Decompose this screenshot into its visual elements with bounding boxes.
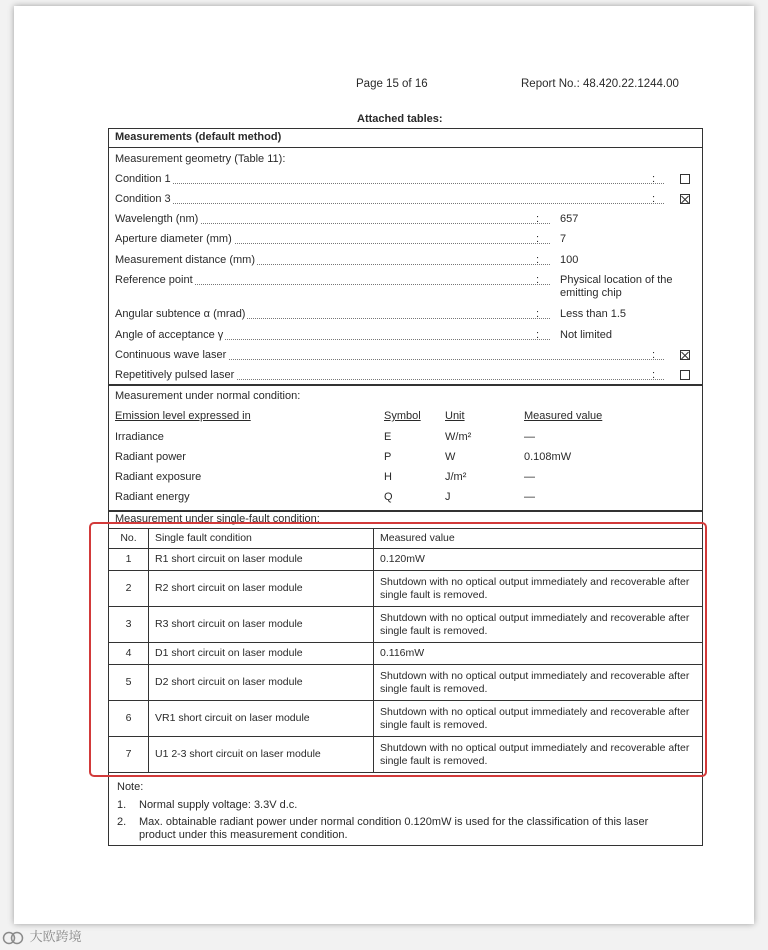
emission-name: Radiant power bbox=[115, 451, 186, 463]
measured-value-header: Measured value bbox=[524, 410, 603, 422]
condition1-label: Condition 1 bbox=[115, 173, 171, 185]
condition3-label: Condition 3 bbox=[115, 193, 171, 205]
value-header: Measured value bbox=[374, 529, 703, 549]
condition3-checkbox-checked[interactable] bbox=[680, 194, 690, 204]
condition1-row: Condition 1 : bbox=[115, 173, 700, 189]
page-number: Page 15 of 16 bbox=[356, 78, 428, 90]
condition-header: Single fault condition bbox=[149, 529, 374, 549]
emission-unit: W/m² bbox=[445, 431, 472, 443]
note-item: 1. Normal supply voltage: 3.3V d.c. bbox=[117, 799, 298, 811]
emission-value: 0.108mW bbox=[524, 451, 572, 463]
normal-condition-box bbox=[108, 385, 703, 511]
emission-name: Radiant energy bbox=[115, 491, 190, 503]
highlight-rectangle bbox=[89, 522, 707, 777]
emission-name: Irradiance bbox=[115, 431, 164, 443]
measurement-row: Reference point : Physical location of the emitting chip bbox=[115, 274, 700, 290]
title-divider bbox=[108, 147, 703, 148]
measurements-title: Measurements (default method) bbox=[115, 131, 282, 143]
unit-header: Unit bbox=[445, 410, 465, 422]
watermark-logo-icon bbox=[2, 931, 26, 945]
measurement-row: Measurement distance (mm) : 100 bbox=[115, 254, 700, 270]
emission-unit: W bbox=[445, 451, 456, 463]
table-row: 4 D1 short circuit on laser module 0.116mW bbox=[109, 643, 703, 665]
measurement-row: Aperture diameter (mm) : 7 bbox=[115, 233, 700, 249]
emission-symbol: Q bbox=[384, 491, 393, 503]
measurement-row: Angle of acceptance γ : Not limited bbox=[115, 329, 700, 345]
symbol-header: Symbol bbox=[384, 410, 421, 422]
watermark-text: 大欧跨境 bbox=[29, 929, 82, 944]
note-item: 2. Max. obtainable radiant power under normal condition 0.120mW is used for the classification of this laser product under this measurement condition. bbox=[117, 816, 649, 841]
table-row: 7 U1 2-3 short circuit on laser module Shutdown with no optical output immediately and recoverable after single fault is removed. bbox=[109, 737, 703, 773]
pulsed-laser-row: Repetitively pulsed laser : bbox=[115, 369, 700, 385]
measurement-value: 100 bbox=[560, 254, 579, 266]
single-fault-title: Measurement under single-fault condition: bbox=[115, 513, 320, 525]
emission-value: — bbox=[524, 491, 535, 503]
table-row: 6 VR1 short circuit on laser module Shutdown with no optical output immediately and recoverable after single fault is removed. bbox=[109, 701, 703, 737]
measurement-value: 657 bbox=[560, 213, 579, 225]
no-header: No. bbox=[109, 529, 149, 549]
measurement-value: 7 bbox=[560, 233, 567, 245]
emission-value: — bbox=[524, 431, 535, 443]
cw-laser-checkbox-checked[interactable] bbox=[680, 350, 690, 360]
table-row: 3 R3 short circuit on laser module Shutdown with no optical output immediately and recoverable after single fault is removed. bbox=[109, 607, 703, 643]
pulsed-laser-checkbox[interactable] bbox=[680, 370, 690, 380]
normal-condition-title: Measurement under normal condition: bbox=[115, 390, 301, 402]
emission-name: Radiant exposure bbox=[115, 471, 202, 483]
measurement-row: Angular subtence α (mrad) : Less than 1.5 bbox=[115, 308, 700, 324]
watermark bbox=[2, 926, 82, 945]
emission-header: Emission level expressed in bbox=[115, 410, 251, 422]
table-row: 1 R1 short circuit on laser module 0.120mW bbox=[109, 549, 703, 571]
report-number: Report No.: 48.420.22.1244.00 bbox=[521, 78, 679, 90]
table-row: 5 D2 short circuit on laser module Shutdown with no optical output immediately and recoverable after single fault is removed. bbox=[109, 665, 703, 701]
emission-unit: J bbox=[445, 491, 451, 503]
emission-symbol: P bbox=[384, 451, 392, 463]
measurement-value: Not limited bbox=[560, 329, 612, 341]
cw-laser-row: Continuous wave laser : bbox=[115, 349, 700, 365]
notes bbox=[117, 780, 687, 842]
emission-value: — bbox=[524, 471, 535, 483]
measurement-value: Less than 1.5 bbox=[560, 308, 627, 320]
emission-symbol: E bbox=[384, 431, 392, 443]
geometry-label: Measurement geometry (Table 11): bbox=[115, 153, 286, 165]
table-row: 2 R2 short circuit on laser module Shutdown with no optical output immediately and recoverable after single fault is removed. bbox=[109, 571, 703, 607]
notes-title: Note: bbox=[117, 781, 144, 793]
attached-tables-heading: Attached tables: bbox=[357, 113, 443, 125]
condition1-checkbox[interactable] bbox=[680, 174, 690, 184]
emission-symbol: H bbox=[384, 471, 392, 483]
measurement-row: Wavelength (nm) : 657 bbox=[115, 213, 700, 229]
emission-unit: J/m² bbox=[445, 471, 467, 483]
condition3-row: Condition 3 : bbox=[115, 193, 700, 209]
measurement-value: Physical location of the emitting chip bbox=[560, 274, 673, 299]
